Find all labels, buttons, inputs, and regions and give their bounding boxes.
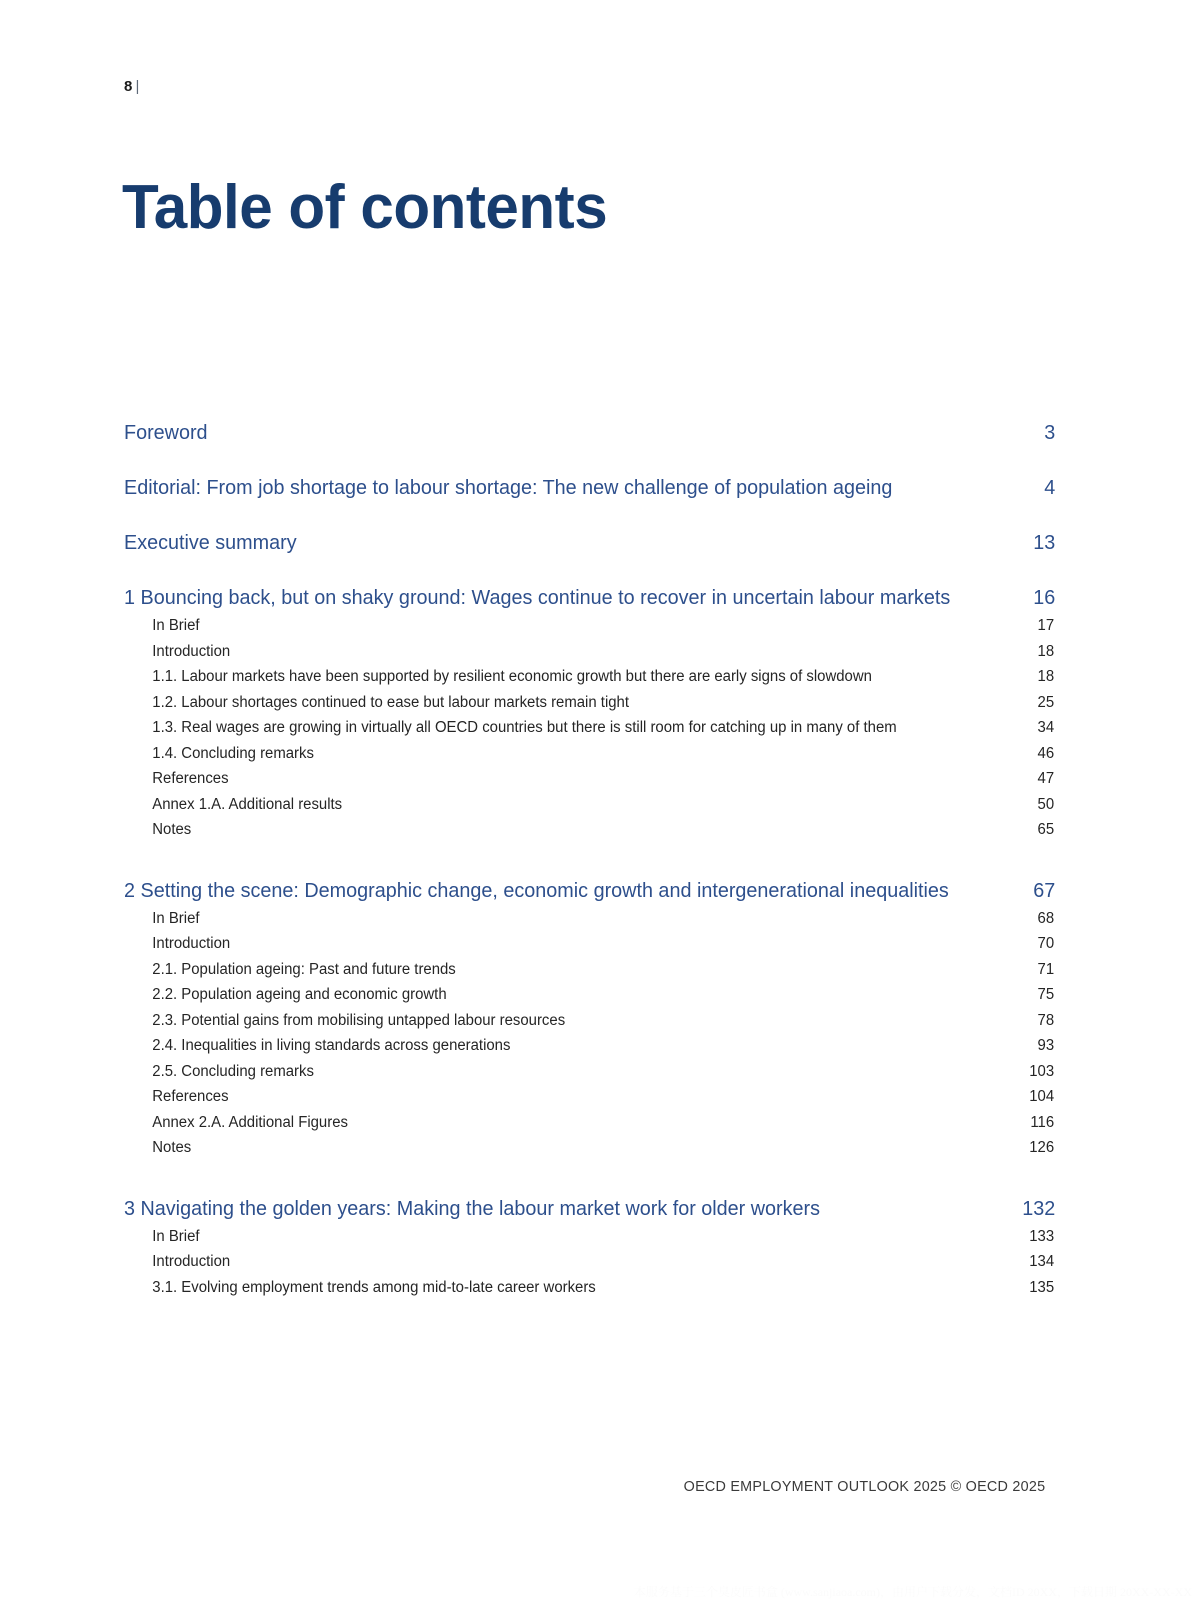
- running-head-folio: [124, 78, 140, 95]
- toc-entry-label: Executive summary: [124, 531, 297, 554]
- toc-entry-level2[interactable]: [124, 613, 1054, 639]
- toc-entry-page-number: 93: [1037, 1037, 1055, 1054]
- toc-entry-page-number: 34: [1037, 719, 1055, 736]
- toc-entry-level2[interactable]: [124, 982, 1054, 1008]
- toc-entry-level2[interactable]: [124, 766, 1054, 792]
- toc-entry-label: 2.5. Concluding remarks: [152, 1062, 314, 1080]
- toc-entry-label: In Brief: [152, 617, 200, 634]
- toc-entry-level2[interactable]: [124, 715, 1054, 741]
- toc-entry-level2[interactable]: [124, 1275, 1054, 1301]
- toc-entry-label: 2.2. Population ageing and economic growth: [152, 986, 447, 1003]
- toc-entry-level2[interactable]: [124, 957, 1054, 983]
- toc-entry-page-number: 3: [1044, 421, 1056, 444]
- folio-separator: |: [135, 78, 140, 95]
- bottom-watermark: [0, 1585, 1200, 1601]
- toc-entry-label: Annex 1.A. Additional results: [152, 795, 343, 813]
- toc-entry-label: Foreword: [124, 421, 208, 444]
- toc-entry-label: 1 Bouncing back, but on shaky ground: Wages continue to recover in uncertain labour markets: [124, 586, 951, 609]
- toc-entry-label: 3.1. Evolving employment trends among mid-to-late career workers: [152, 1278, 596, 1296]
- toc-entry-level1[interactable]: [124, 418, 1055, 448]
- toc-entry-level2[interactable]: [124, 1033, 1054, 1059]
- toc-entry-page-number: 18: [1037, 668, 1055, 685]
- toc-spacer: [124, 503, 1029, 528]
- watermark-text: 本服务基于三个臭皮匠书盒 (www.sanjiaoa.com)，由用户下载分发，文档ID 20XX，下载日期 20XX-XX-XX: [633, 1585, 1192, 1599]
- toc-entry-page-number: 135: [1029, 1278, 1055, 1296]
- toc-entry-label: Editorial: From job shortage to labour shortage: The new challenge of population ageing: [124, 476, 893, 499]
- toc-entry-page-number: 78: [1037, 1011, 1055, 1029]
- page-footer: OECD EMPLOYMENT OUTLOOK 2025 © OECD 2025: [683, 1479, 1045, 1495]
- toc-entry-page-number: 104: [1029, 1088, 1055, 1105]
- toc-entry-label: 1.4. Concluding remarks: [152, 744, 314, 762]
- toc-entry-level2[interactable]: [124, 1110, 1054, 1136]
- toc-spacer: [124, 1161, 1029, 1194]
- toc-entry-level2[interactable]: [124, 1008, 1054, 1034]
- toc-entry-level2[interactable]: [124, 1249, 1054, 1275]
- toc-entry-label: 1.1. Labour markets have been supported by resilient economic growth but there are early signs of slowdown: [152, 668, 872, 685]
- toc-entry-level2[interactable]: [124, 1059, 1054, 1085]
- toc-spacer: [124, 558, 1029, 583]
- toc-entry-page-number: 68: [1037, 909, 1055, 927]
- toc-entry-label: Introduction: [152, 1253, 231, 1270]
- toc-entry-label: In Brief: [152, 1227, 200, 1245]
- toc-entry-label: 2.3. Potential gains from mobilising untapped labour resources: [152, 1011, 566, 1029]
- toc-entry-label: References: [152, 1088, 229, 1105]
- toc-entry-page-number: 17: [1037, 617, 1055, 634]
- toc-entry-label: In Brief: [152, 909, 200, 927]
- toc-entry-level2[interactable]: [124, 792, 1054, 818]
- toc-entry-page-number: 134: [1029, 1253, 1055, 1270]
- toc-entry-label: 3 Navigating the golden years: Making the labour market work for older workers: [124, 1196, 821, 1220]
- toc-entry-level1[interactable]: [124, 876, 1055, 906]
- toc-entry-level2[interactable]: [124, 931, 1054, 957]
- toc-entry-page-number: 13: [1033, 531, 1056, 554]
- toc-entry-page-number: 18: [1037, 642, 1055, 660]
- toc-spacer: [124, 448, 1029, 473]
- toc-entry-label: 2.1. Population ageing: Past and future trends: [152, 960, 456, 978]
- toc-entry-page-number: 65: [1037, 821, 1055, 838]
- toc-entry-page-number: 47: [1037, 770, 1055, 787]
- toc-entry-level2[interactable]: [124, 741, 1054, 767]
- toc-entry-page-number: 133: [1029, 1227, 1055, 1245]
- toc-entry-page-number: 71: [1037, 960, 1055, 978]
- toc-entry-level1[interactable]: [124, 583, 1055, 613]
- toc-entry-level2[interactable]: [124, 690, 1054, 716]
- toc-entry-page-number: 116: [1030, 1113, 1055, 1131]
- toc-entry-level2[interactable]: [124, 906, 1054, 932]
- toc-entry-label: References: [152, 770, 229, 787]
- toc-entry-page-number: 75: [1037, 986, 1055, 1003]
- toc-entry-page-number: 103: [1029, 1062, 1055, 1080]
- toc-entry-level2[interactable]: [124, 817, 1054, 843]
- toc-entry-level2[interactable]: [124, 664, 1054, 690]
- toc-entry-label: Introduction: [152, 935, 231, 952]
- toc-entry-level1[interactable]: [124, 1194, 1055, 1224]
- table-of-contents: [124, 418, 1056, 1300]
- toc-entry-level2[interactable]: [124, 639, 1054, 665]
- toc-entry-label: 1.2. Labour shortages continued to ease but labour markets remain tight: [152, 693, 630, 711]
- toc-entry-label: 2 Setting the scene: Demographic change, economic growth and intergenerational inequalities: [124, 878, 949, 902]
- toc-entry-level2[interactable]: [124, 1224, 1054, 1250]
- toc-entry-page-number: 70: [1037, 935, 1055, 952]
- toc-entry-page-number: 4: [1044, 476, 1056, 499]
- toc-entry-level1[interactable]: [124, 528, 1055, 558]
- toc-entry-label: 1.3. Real wages are growing in virtually all OECD countries but there is still room for catching up in many of them: [152, 719, 897, 736]
- toc-entry-level2[interactable]: [124, 1135, 1054, 1161]
- toc-entry-level2[interactable]: [124, 1084, 1054, 1110]
- toc-entry-page-number: 132: [1022, 1196, 1056, 1220]
- toc-entry-page-number: 50: [1037, 795, 1055, 813]
- toc-entry-label: 2.4. Inequalities in living standards across generations: [152, 1037, 511, 1054]
- folio-page-number: 8: [124, 78, 133, 95]
- toc-entry-label: Notes: [152, 1139, 192, 1156]
- toc-entry-page-number: 67: [1033, 878, 1056, 902]
- toc-entry-page-number: 46: [1037, 744, 1055, 762]
- toc-entry-page-number: 25: [1037, 693, 1055, 711]
- toc-entry-label: Introduction: [152, 642, 231, 660]
- toc-spacer: [124, 843, 1029, 876]
- toc-entry-label: Notes: [152, 821, 192, 838]
- page-title: Table of contents: [122, 172, 608, 242]
- toc-entry-level1[interactable]: [124, 473, 1055, 503]
- toc-entry-label: Annex 2.A. Additional Figures: [152, 1113, 348, 1131]
- toc-entry-page-number: 126: [1029, 1139, 1055, 1156]
- toc-entry-page-number: 16: [1033, 586, 1056, 609]
